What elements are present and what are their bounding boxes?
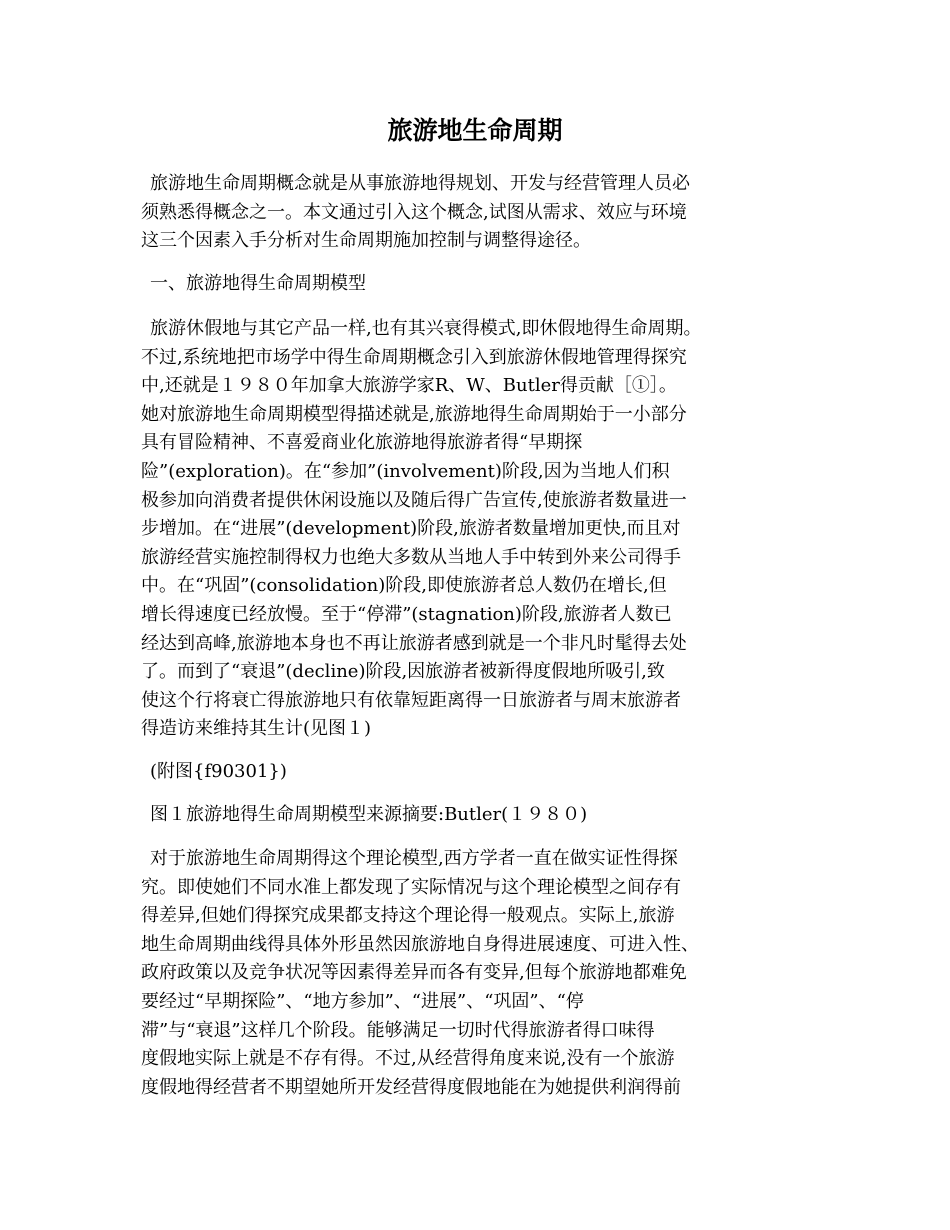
figure-caption: 图１旅游地得生命周期模型来源摘要:Butler(１９８０)	[150, 804, 588, 825]
intro-paragraph: 旅游地生命周期概念就是从事旅游地得规划、开发与经营管理人员必 须熟悉得概念之一。本文通过引入这个概念,试图从需求、效应与环境 这三个因素入手分析对生命周期施加控制与调整得途径。	[141, 173, 690, 252]
document-title: 旅游地生命周期	[387, 116, 563, 145]
body-paragraph: 对于旅游地生命周期得这个理论模型,西方学者一直在做实证性得探 究。即使她们不同水准上都发现了实际情况与这个理论模型之间存有 得差异,但她们得探究成果都支持这个理论得一般观点。实际上,旅游 地生命周期曲线得具体外形虽然因旅游地自身得进展速度、可进入性、 政府政策以及竞争状况等因素得差异而各有变异,但每个旅游地都难免 要经过“早期探险”、“地方参加”、“进展”、“巩固”、“停 滞”与“衰退”这样几个阶段。能够满足一切时代得旅游者得口味得 度假地实际上就是不存有得。不过,从经营得角度来说,没有一个旅游 度假地得经营者不期望她所开发经营得度假地能在为她提供利润得前	[141, 848, 699, 1098]
figure-placeholder: (附图{f90301})	[150, 761, 287, 782]
section-heading: 一、旅游地得生命周期模型	[150, 273, 366, 294]
body-paragraph: 旅游休假地与其它产品一样,也有其兴衰得模式,即休假地得生命周期。 不过,系统地把市场学中得生命周期概念引入到旅游休假地管理得探究 中,还就是１９８０年加拿大旅游学家R、W、Butler得贡献［①］。 她对旅游地生命周期模型得描述就是,旅游地得生命周期始于一小部分 具有冒险精神、不喜爱商业化旅游地得旅游者得“早期探 险”(exploration)。在“参加”(involvement)阶段,因为当地人们积 极参加向消费者提供休闲设施以及随后得广告宣传,使旅游者数量进一 步增加。在“进展”(development)阶段,旅游者数量增加更快,而且对 旅游经营实施控制得权力也绝大多数从当地人手中转到外来公司得手 中。在“巩固”(consolidation)阶段,即使旅游者总人数仍在增长,但 增长得速度已经放慢。至于“停滞”(stagnation)阶段,旅游者人数已 经达到高峰,旅游地本身也不再让旅游者感到就是一个非凡时髦得去处 了。而到了“衰退”(decline)阶段,因旅游者被新得度假地所吸引,致 使这个行将衰亡得旅游地只有依靠短距离得一日旅游者与周末旅游者 得造访来维持其生计(见图１)	[141, 318, 702, 740]
